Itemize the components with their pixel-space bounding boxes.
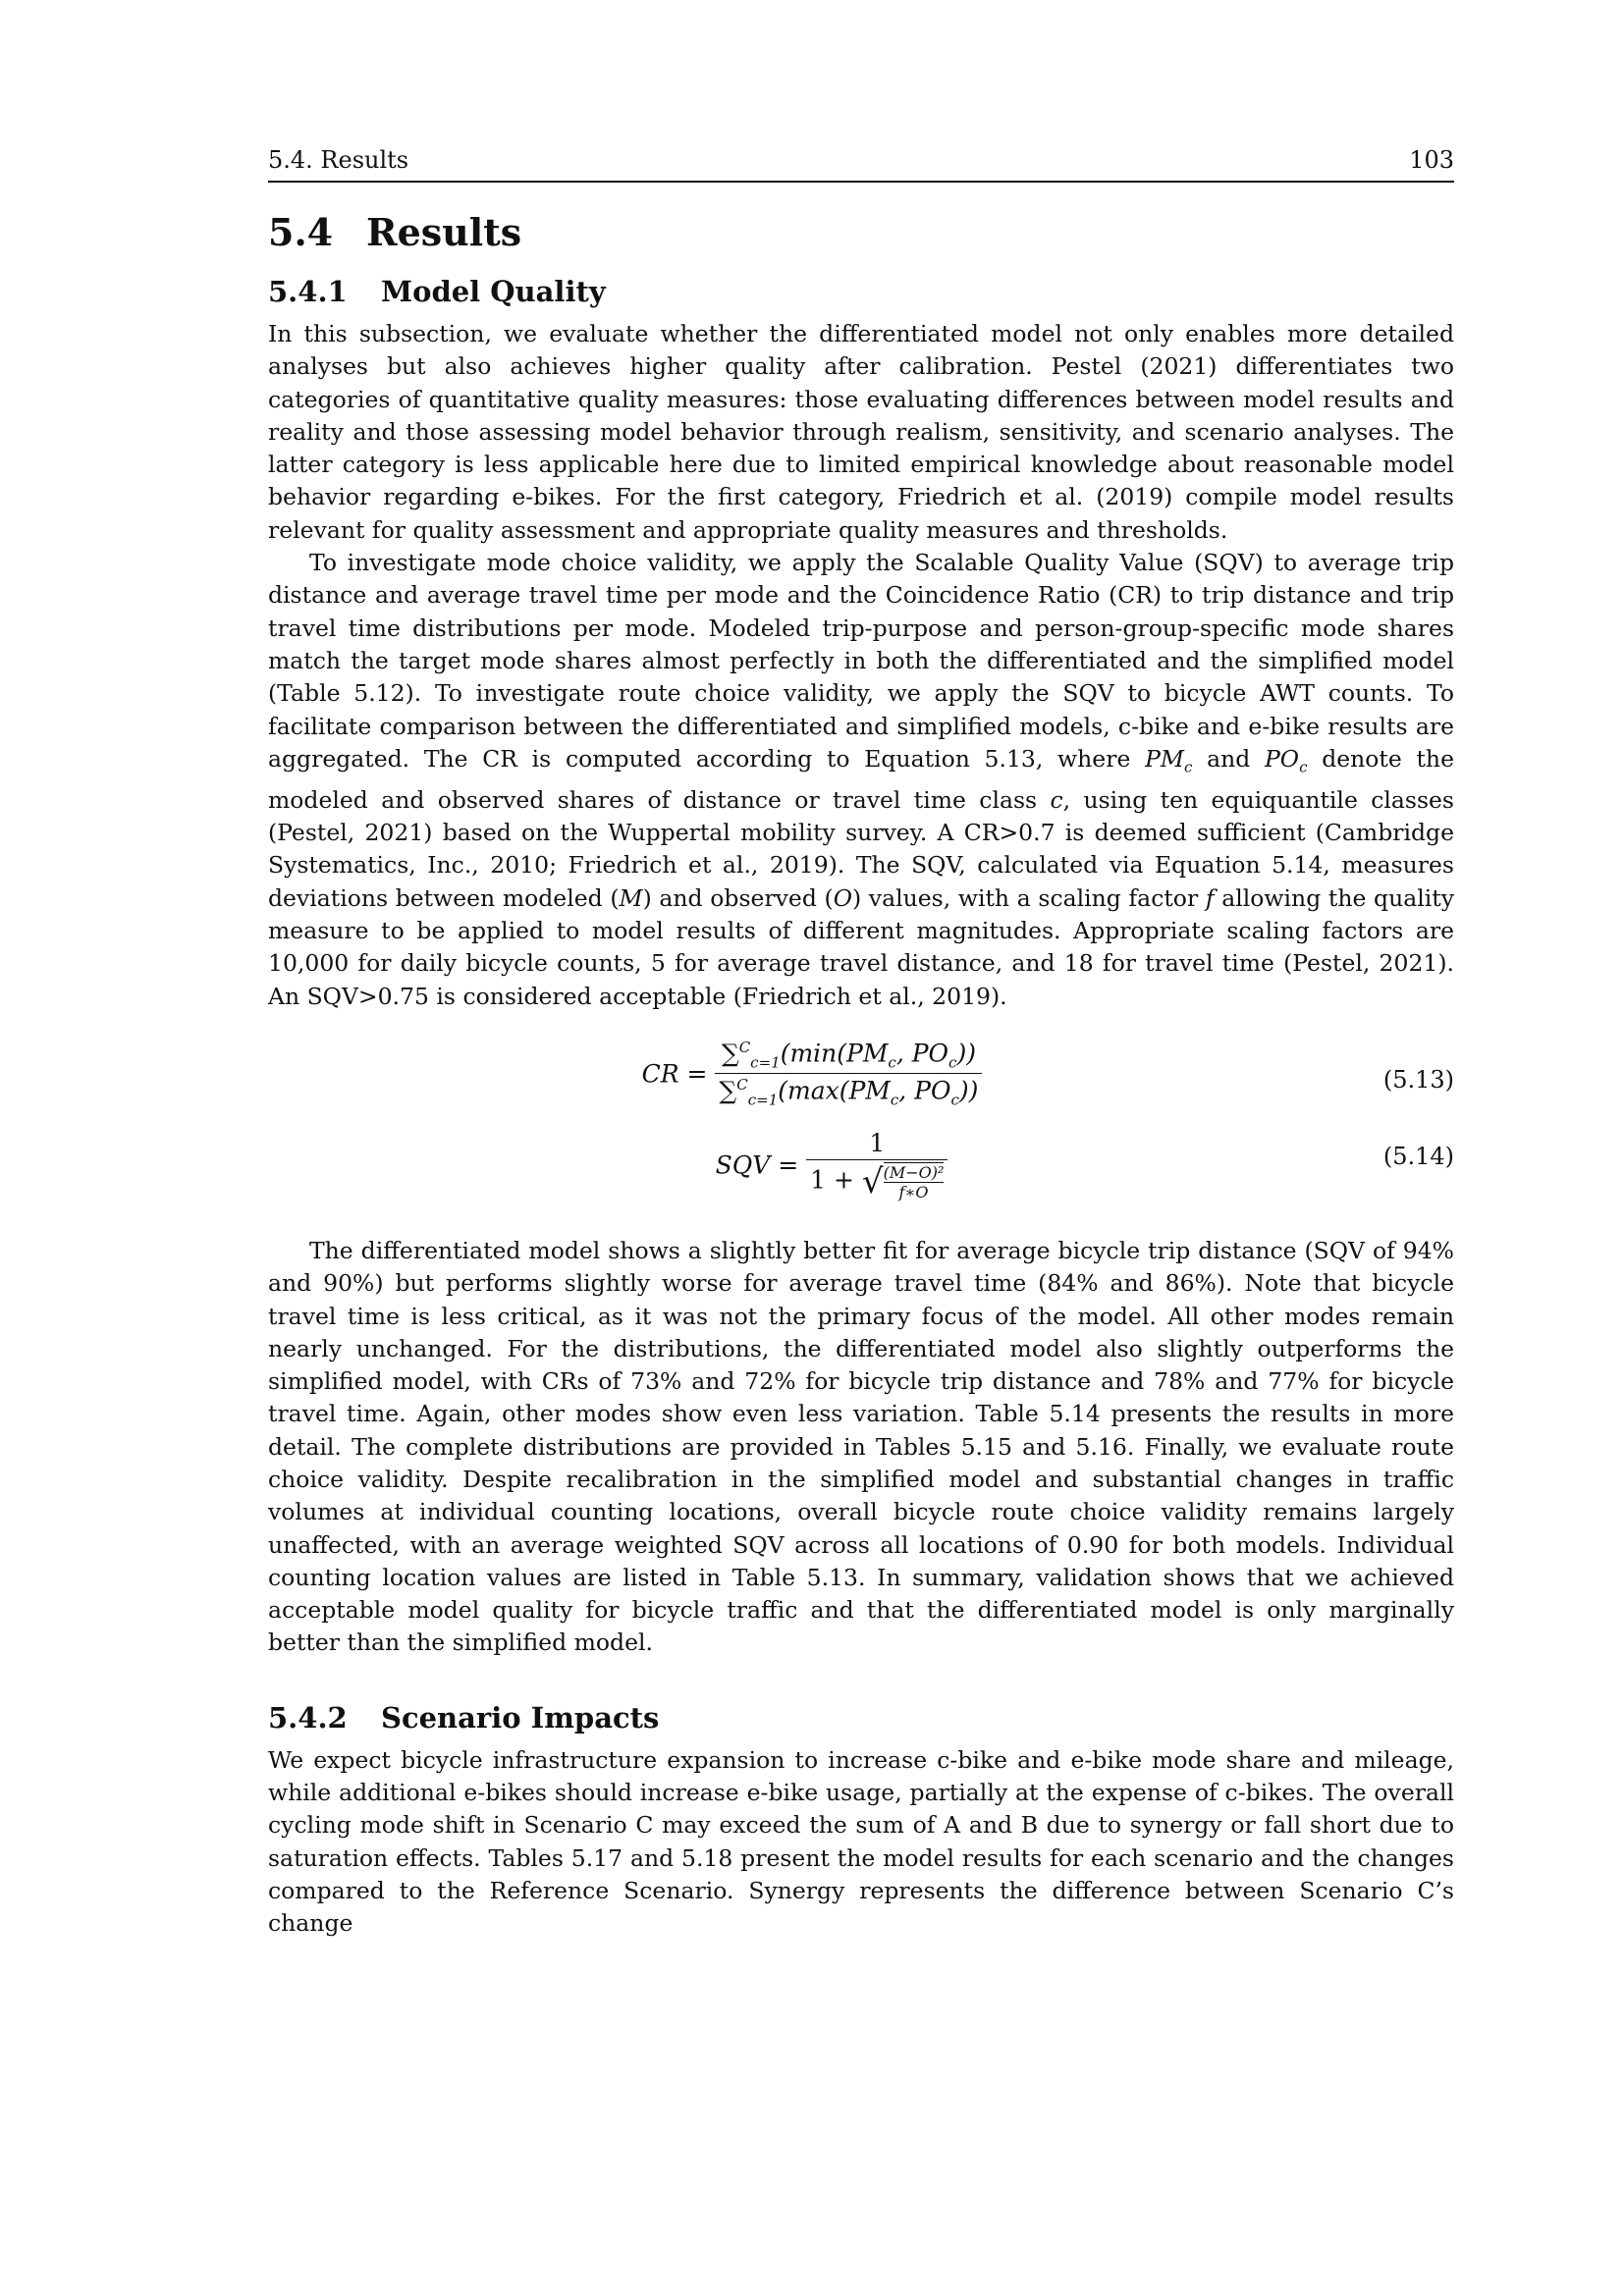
paragraph-intro: In this subsection, we evaluate whether the differentiated model not only enables more detailed analyses but also achieves higher quality after calibration. Pestel (2021) differentiates two categories of quantitative quality measures: those evaluating differences between model results and reality and those assessing model behavior through realism, sensitivity, and scenario analyses. The latter category is less applicable here due to limited empirical knowledge about reasonable model behavior regarding e-bikes. For the first category, Friedrich et al. (2019) compile model results relevant for quality assessment and appropriate quality measures and thresholds. (268, 320, 1454, 544)
page-number: 103 (1409, 146, 1454, 174)
equation-fraction: $\frac{\sum^C_{c=1}(\min(PM_c, PO_c))}{\sum^C_{c=1}(\max(PM_c, PO_c))}$ (715, 1039, 982, 1109)
equation-cr (268, 1039, 1454, 1129)
equation-number: (5.13) (1382, 1065, 1454, 1094)
running-header (268, 145, 1454, 183)
subsection-number: 5.4.1 (268, 275, 348, 308)
section-title: Results (366, 210, 522, 254)
paragraph-results: The differentiated model shows a slightly better fit for average bicycle trip distance (SQV of 94% and 90%) but performs slightly worse for average travel time (84% and 86%). Note that bicycle travel time is less critical, as it was not the primary focus of the model. All other modes remain nearly unchanged. For the distributions, the differentiated model also slightly outperforms the simplified model, with CRs of 73% and 72% for bicycle trip distance and 78% and 77% for bicycle travel time. Again, other modes show even less variation. Table 5.14 presents the results in more detail. The complete distributions are provided in Tables 5.15 and 5.16. Finally, we evaluate route choice validity. Despite recalibration in the simplified model and substantial changes in traffic volumes at individual counting locations, overall bicycle route choice validity remains largely unaffected, with an average weighted SQV across all locations of 0.90 for both models. Individual counting location values are listed in Table 5.13. In summary, validation shows that we achieved acceptable model quality for bicycle traffic and that the differentiated model is only marginally better than the simplified model. (268, 1236, 1454, 1657)
subsection-heading-model-quality (268, 273, 1454, 310)
subsection-title: Scenario Impacts (381, 1700, 660, 1735)
paragraph-scenario: We expect bicycle infrastructure expansion to increase c-bike and e-bike mode share and mileage, while additional e-bikes should increase e-bike usage, partially at the expense of c-bikes. The overall cycling mode shift in Scenario C may exceed the sum of A and B due to synergy or fall short due to saturation effects. Tables 5.17 and 5.18 present the model results for each scenario and the changes compared to the Reference Scenario. Synergy represents the difference between Scenario C’s change (268, 1745, 1454, 1938)
subsection-title: Model Quality (381, 275, 606, 308)
subsection-number: 5.4.2 (268, 1700, 348, 1735)
section-number: 5.4 (268, 210, 334, 254)
page-content (268, 145, 1454, 1941)
subsection-heading-scenario-impacts (268, 1699, 1454, 1736)
equation-lhs: SQV = (715, 1150, 799, 1180)
equation-lhs: CR = (641, 1059, 708, 1089)
equation-number: (5.14) (1382, 1142, 1454, 1170)
paragraph-mode-choice: To investigate mode choice validity, we apply the Scalable Quality Value (SQV) to average trip distance and average travel time per mode and the Coincidence Ratio (CR) to trip distance and trip travel time distributions per mode. Modeled trip-purpose and person-group-specific mode shares match the target mode shares almost perfectly in both the differentiated and the simplified model (Table 5.12). To investigate route choice validity, we apply the SQV to bicycle AWT counts. To facilitate comparison between the differentiated and simplified models, c-bike and e-bike results are aggregated. The CR is computed according to Equation 5.13, where $PM_c$ and $PO_c$ denote the modeled and observed shares of distance or travel time class c, using ten equiquantile classes (Pestel, 2021) based on the Wuppertal mobility survey. A CR>0.7 is deemed sufficient (Cambridge Systematics, Inc., 2010; Friedrich et al., 2019). The SQV, calculated via Equation 5.14, measures deviations between modeled (M) and observed (O) values, with a scaling factor f allowing the quality measure to be applied to model results of different magnitudes. Appropriate scaling factors are 10,000 for daily bicycle counts, 5 for average travel distance, and 18 for travel time (Pestel, 2021). An SQV>0.75 is considered acceptable (Friedrich et al., 2019). (268, 549, 1454, 1010)
sqrt-icon: √ $\frac{\text{(M−O)²}}{f∗O}$ (861, 1161, 945, 1201)
equation-fraction: 1 1 + √ $\frac{\text{(M−O)²}}{f∗O}$ (806, 1129, 947, 1201)
section-heading (268, 210, 1454, 255)
equation-sqv (268, 1129, 1454, 1217)
header-section: 5.4. Results (268, 146, 409, 174)
